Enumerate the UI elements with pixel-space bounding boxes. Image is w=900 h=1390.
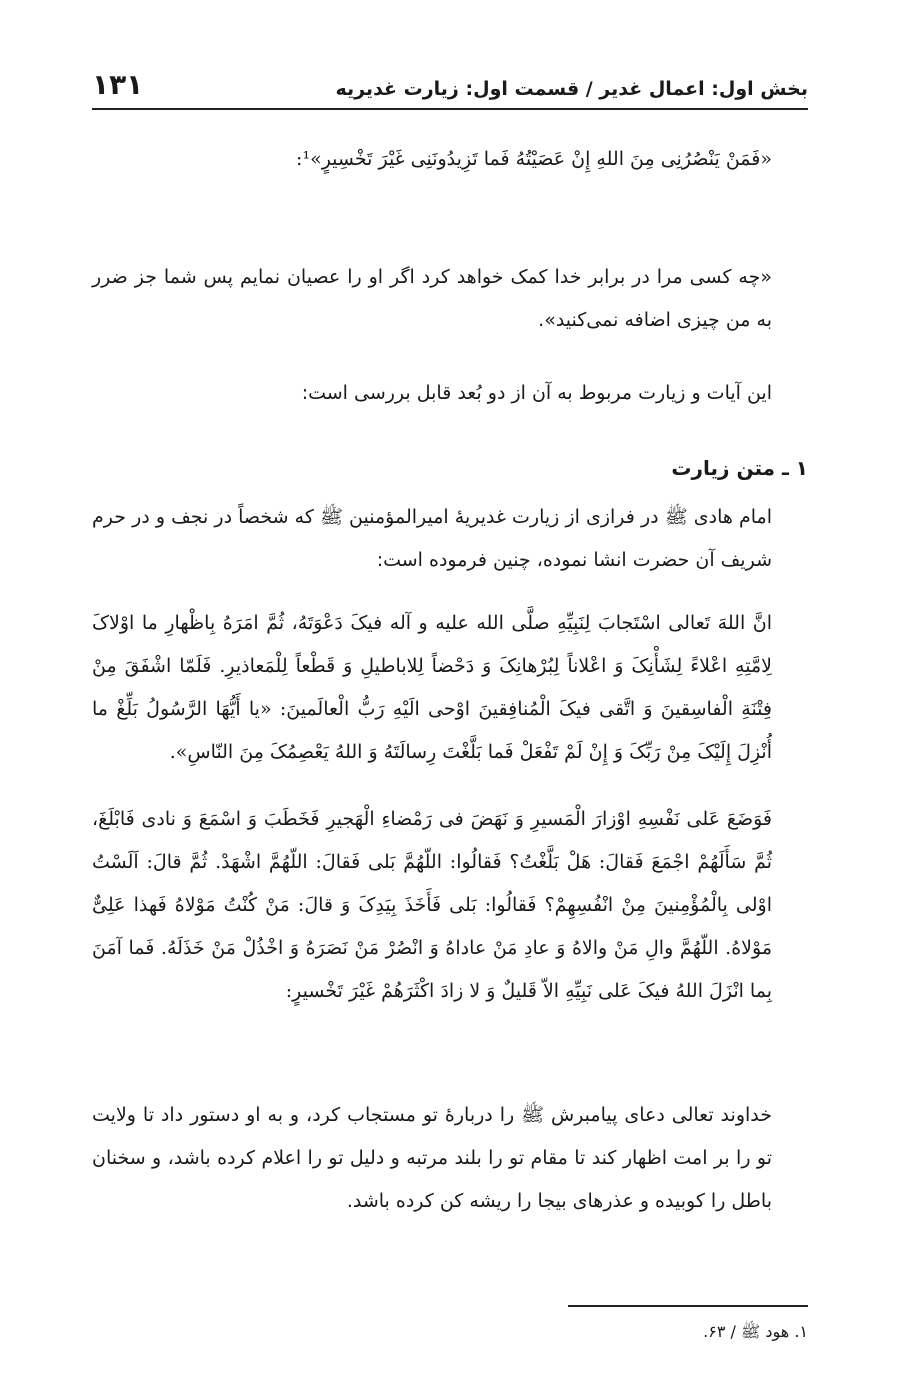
footnote-divider [568,1305,808,1307]
hadi-paragraph: امام هادی ﷺ در فرازی از زیارت غدیریهٔ امیرالمؤمنین ﷺ که شخصاً در نجف و در حرم شریف آن حضرت انشا نموده، چنین فرموده است: [92,506,772,571]
verse-translation: «چه کسی مرا در برابر خدا کمک خواهد کرد اگر او را عصیان نمایم پس شما جز ضرر به من چیزی اضافه نمی‌کنید». [92,266,772,331]
footnote: ۱. هود ﷺ / ۶۳. [703,1322,808,1341]
section-heading: ۱ ـ متن زیارت [671,456,808,480]
running-title: بخش اول: اعمال غدیر / قسمت اول: زیارت غدیریه [335,78,808,100]
book-page [92,60,808,1360]
ziyarat-text-part1: انَّ اللهَ تَعالی اسْتَجابَ لِنَبِیِّهِ صلَّی الله علیه و آله فیکَ دَعْوَتَهُ، ثُمَّ امَرَهُ بِاظْهارِ ما اوْلاکَ لِامَّتِهِ اعْلاءً لِشَأْنِکَ وَ اعْلاناً لِبُرْهانِکَ وَ دَحْضاً لِلاباطیلِ وَ قَطْعاً لِلْمَعاذیرِ. فَلَمّا اشْفَقَ مِنْ فِتْنَةِ الْفاسِقینَ وَ اتَّقی فیکَ الْمُنافِقینَ اوْحی الَیْهِ رَبُّ الْعالَمینَ: «یا أَیُّهَا الرَّسُولُ بَلِّغْ ما أُنْزِلَ إِلَیْکَ مِنْ رَبِّکَ وَ إِنْ لَمْ تَفْعَلْ فَما بَلَّغْتَ رِسالَتَهُ وَ اللهُ یَعْصِمُکَ مِنَ النّاسِ». [92,612,772,763]
ziyarat-translation: خداوند تعالی دعای پیامبرش ﷺ را دربارهٔ تو مستجاب کرد، و به او دستور داد تا ولایت تو را بر امت اظهار کند تا مقام تو را بلند مرتبه و دلیل تو را اعلام کرده باشد، و سخنان باطل را کوبیده و عذرهای بیجا را ریشه کن کرده باشد. [92,1104,772,1212]
page-number: ۱۳۱ [92,68,144,101]
verse-quote: «فَمَنْ یَنْصُرُنِی مِنَ اللهِ إِنْ عَصَیْتُهُ فَما تَزِیدُونَنِی غَیْرَ تَخْسِیرٍ»¹: [296,148,772,170]
intro-paragraph: این آیات و زیارت مربوط به آن از دو بُعد قابل بررسی است: [301,382,772,404]
page-header [92,60,808,110]
ziyarat-text-part2: فَوَضَعَ عَلی نَفْسِهِ اوْزارَ الْمَسیرِ وَ نَهَضَ فی رَمْضاءِ الْهَجیرِ فَخَطَبَ وَ اسْمَعَ وَ نادی فَابْلَغَ، ثُمَّ سَأَلَهُمْ اجْمَعَ فَقالَ: هَلْ بَلَّغْتُ؟ فَقالُوا: اللّهُمَّ بَلی فَقالَ: اللّهُمَّ اشْهَدْ. ثُمَّ قالَ: اَلَسْتُ اوْلی بِالْمُؤْمِنینَ مِنْ انْفُسِهِمْ؟ فَقالُوا: بَلی فَأَخَذَ بِیَدِکَ وَ قالَ: مَنْ کُنْتُ مَوْلاهُ فَهذا عَلِیٌّ مَوْلاهُ. اللّهُمَّ والِ مَنْ والاهُ وَ عادِ مَنْ عاداهُ وَ انْصُرْ مَنْ نَصَرَهُ وَ اخْذُلْ مَنْ خَذَلَهُ. فَما آمَنَ بِما انْزَلَ اللهُ فیکَ عَلی نَبِیِّهِ الاّ قَلیلٌ وَ لا زادَ اکْثَرَهُمْ غَیْرَ تَخْسیرٍ: [92,808,772,1002]
